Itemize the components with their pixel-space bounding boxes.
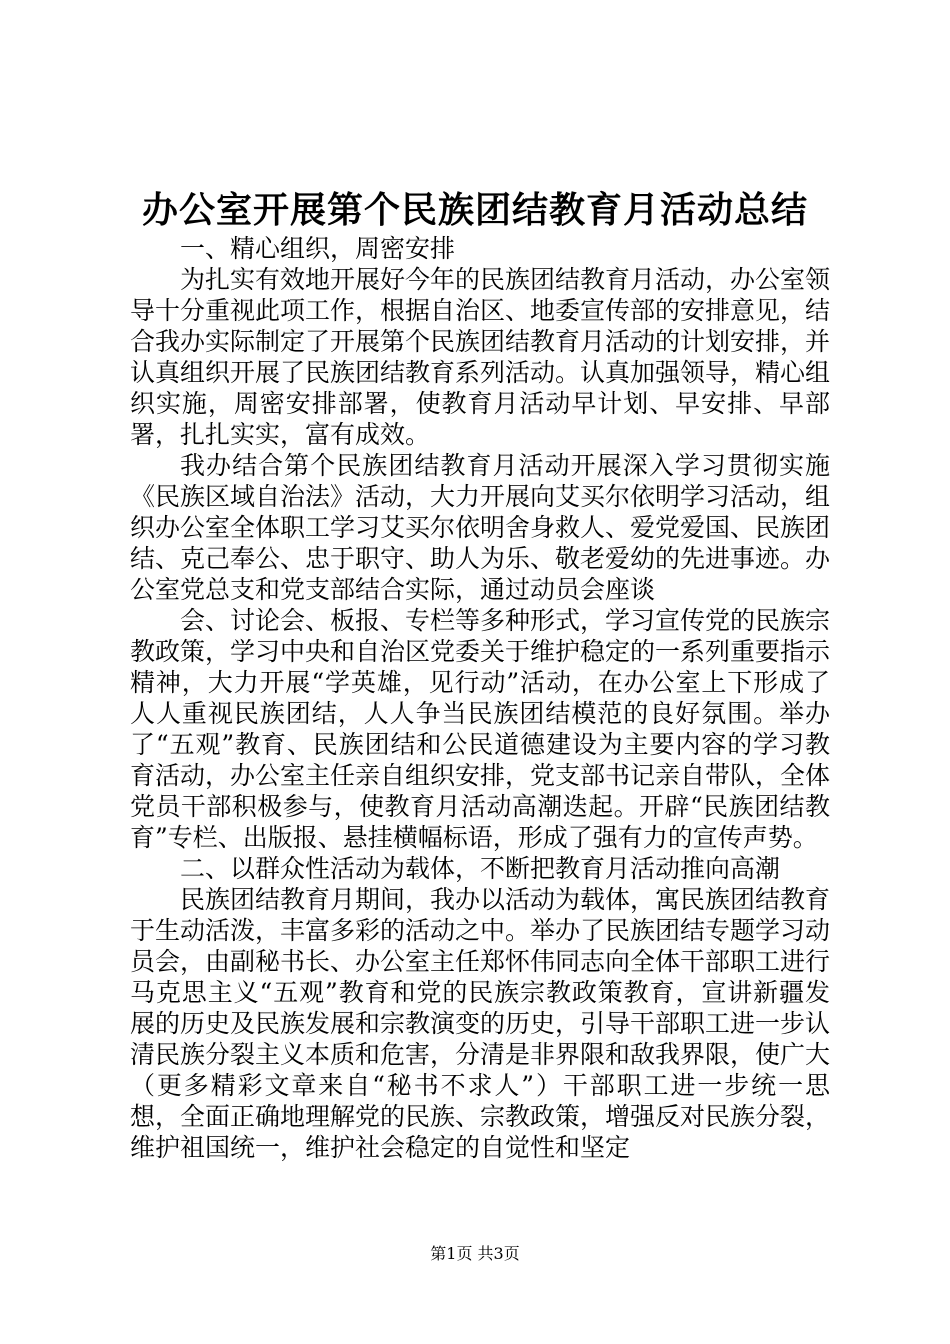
paragraph: 我办结合第个民族团结教育月活动开展深入学习贯彻实施《民族区域自治法》活动，大力开展向艾买尔依明学习活动，组织办公室全体职工学习艾买尔依明舍身救人、爱党爱国、民族团结、克己奉公、忠于职守、助人为乐、敬老爱幼的先进事迹。办公室党总支和党支部结合实际，通过动员会座谈 xyxy=(130,451,831,604)
section-heading: 一、精心组织，周密安排 xyxy=(180,234,456,263)
paragraph: 会、讨论会、板报、专栏等多种形式，学习宣传党的民族宗教政策，学习中央和自治区党委关于维护稳定的一系列重要指示精神，大力开展“学英雄，见行动”活动，在办公室上下形成了人人重视民族团结，人人争当民族团结模范的良好氛围。举办了“五观”教育、民族团结和公民道德建设为主要内容的学习教育活动，办公室主任亲自组织安排，党支部书记亲自带队，全体党员干部积极参与，使教育月活动高潮迭起。开辟“民族团结教育”专栏、出版报、悬挂横幅标语，形成了强有力的宣传声势。 xyxy=(130,606,831,852)
paragraph: 民族团结教育月期间，我办以活动为载体，寓民族团结教育于生动活泼，丰富多彩的活动之中。举办了民族团结专题学习动员会，由副秘书长、办公室主任郑怀伟同志向全体干部职工进行马克思主义“五观”教育和党的民族宗教政策教育，宣讲新疆发展的历史及民族发展和宗教演变的历史，引导干部职工进一步认清民族分裂主义本质和危害，分清是非界限和敌我界限，使广大（更多精彩文章来自“秘书不求人”）干部职工进一步统一思想，全面正确地理解党的民族、宗教政策，增强反对民族分裂，维护祖国统一，维护社会稳定的自觉性和坚定 xyxy=(130,885,831,1162)
section-heading: 二、以群众性活动为载体，不断把教育月活动推向高潮 xyxy=(180,854,781,883)
paragraph: 为扎实有效地开展好今年的民族团结教育月活动，办公室领导十分重视此项工作，根据自治区、地委宣传部的安排意见，结合我办实际制定了开展第个民族团结教育月活动的计划安排，并认真组织开展了民族团结教育系列活动。认真加强领导，精心组织实施，周密安排部署，使教育月活动早计划、早安排、早部署，扎扎实实，富有成效。 xyxy=(130,265,831,449)
page-number-footer: 第1页 共3页 xyxy=(430,1244,520,1263)
document-body xyxy=(130,233,830,1163)
document-title: 办公室开展第个民族团结教育月活动总结 xyxy=(141,189,808,231)
